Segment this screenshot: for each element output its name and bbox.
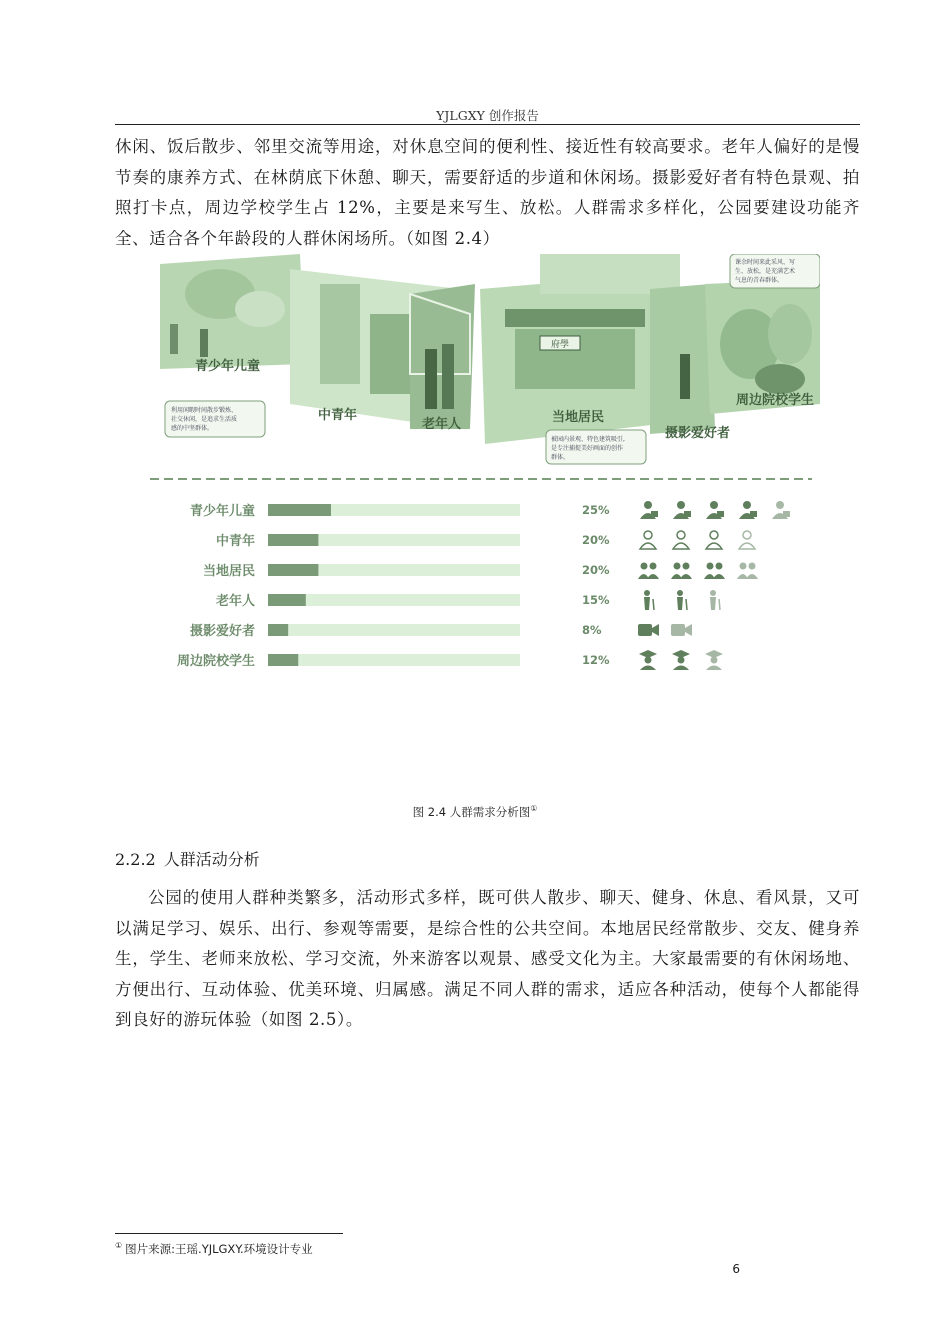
paragraph-bottom: 公园的使用人群种类繁多，活动形式多样，既可供人散步、聊天、健身、休息、看风景，又可以满足学习、娱乐、出行、参观等需要，是综合性的公共空间。本地居民经常散步、交友、健身养生，学生、老师来放松、学习交流，外来游客以观景、感受文化为主。大家最需要的有休闲场地、方便出行、互动体验、优美环境、归属感。满足不同人群的需求，适应各种活动，使每个人都能得到良好的游玩体验（如图 2.5）。: [115, 888, 860, 1029]
row-label: 当地居民: [202, 564, 255, 579]
percent-label: 20%: [582, 563, 610, 577]
graduate-cap-icon: [639, 650, 657, 670]
row-label: 中青年: [215, 534, 255, 549]
bar-track: [268, 624, 520, 636]
svg-text:社交休闲，是追求生活质: 社交休闲，是追求生活质: [171, 416, 238, 423]
label-nearby-students: 周边院校学生: [736, 393, 815, 408]
bar: [268, 504, 331, 516]
person-outline-icon: [640, 531, 656, 549]
note-top-right: [730, 254, 820, 288]
svg-text:利用闲暇时间散步锻炼、: 利用闲暇时间散步锻炼、: [171, 407, 238, 414]
page-header: YJLGXY 创作报告: [436, 108, 539, 123]
note-left: [165, 401, 265, 437]
percent-label: 12%: [582, 653, 610, 667]
two-people-icon: [704, 563, 725, 580]
graduate-cap-icon: [672, 650, 690, 670]
sign-text: 府學: [550, 340, 570, 350]
graduate-cap-icon: [705, 650, 723, 670]
svg-text:生、放松，是充满艺术: 生、放松，是充满艺术: [735, 268, 796, 275]
person-outline-icon: [739, 531, 755, 549]
paragraph-top: 休闲、饭后散步、邻里交流等用途，对休息空间的便利性、接近性有较高要求。老年人偏好的是慢节奏的康养方式、在林荫底下休憩、聊天，需要舒适的步道和休闲场。摄影爱好者有特色景观、拍照打卡点，周边学校学生占 12%，主要是来写生、放松。人群需求多样化，公园要建设功能齐全、适合各个年龄段的人群休闲场所。（如图 2.4）: [115, 137, 860, 248]
bar: [268, 654, 298, 666]
svg-text:感的中坚群体。: 感的中坚群体。: [171, 425, 214, 432]
label-local-residents: 当地居民: [552, 410, 605, 425]
svg-text:被园内景观、特色建筑吸引,: 被园内景观、特色建筑吸引,: [551, 436, 625, 443]
note-bottom: [546, 430, 646, 464]
person-reading-icon: [772, 501, 790, 519]
footnote-mark: ①: [115, 1241, 123, 1251]
row-label: 青少年儿童: [189, 504, 255, 519]
section-title: 人群活动分析: [163, 850, 260, 869]
row-label: 老年人: [215, 594, 255, 609]
header-rule: [115, 124, 860, 125]
person-reading-icon: [739, 501, 757, 519]
person-reading-icon: [673, 501, 691, 519]
bar: [268, 534, 318, 546]
two-people-icon: [671, 563, 692, 580]
crowd-bar-chart: [177, 501, 790, 670]
label-photographers: 摄影爱好者: [665, 426, 731, 441]
percent-label: 20%: [582, 533, 610, 547]
bar: [268, 624, 288, 636]
label-teen-children: 青少年儿童: [195, 359, 261, 374]
percent-label: 15%: [582, 593, 610, 607]
footnote: [115, 1241, 313, 1257]
bar: [268, 564, 318, 576]
two-people-icon: [737, 563, 758, 580]
svg-text:课余时间来此采风、写: 课余时间来此采风、写: [735, 259, 796, 266]
label-young-adult: 中青年: [318, 408, 358, 423]
footnote-text: 图片来源:王瑶.YJLGXY.环境设计专业: [125, 1242, 313, 1256]
bar-track: [268, 654, 520, 666]
elderly-cane-icon: [677, 590, 687, 610]
svg-text:群体。: 群体。: [551, 454, 570, 461]
elderly-cane-icon: [710, 590, 720, 610]
person-outline-icon: [706, 531, 722, 549]
caption-text: 图 2.4 人群需求分析图: [412, 805, 531, 819]
section-heading: [115, 847, 260, 870]
video-camera-icon: [638, 624, 659, 636]
elderly-cane-icon: [644, 590, 654, 610]
percent-label: 25%: [582, 503, 610, 517]
person-reading-icon: [706, 501, 724, 519]
footnote-rule: [115, 1233, 343, 1234]
bar: [268, 594, 306, 606]
row-label: 周边院校学生: [176, 654, 255, 669]
svg-text:是专注捕捉美好画面的创作: 是专注捕捉美好画面的创作: [551, 445, 624, 452]
svg-text:气息的青春群体。: 气息的青春群体。: [735, 277, 784, 284]
person-outline-icon: [673, 531, 689, 549]
label-elderly: 老年人: [422, 417, 462, 432]
video-camera-icon: [671, 624, 692, 636]
percent-label: 8%: [582, 623, 602, 637]
row-label: 摄影爱好者: [189, 624, 255, 639]
figure-caption: [0, 804, 950, 820]
person-reading-icon: [640, 501, 658, 519]
crowd-analysis-figure: [140, 254, 820, 684]
section-number: 2.2.2: [115, 850, 156, 869]
page-number: 6: [732, 1262, 740, 1276]
caption-mark: ①: [530, 804, 538, 814]
two-people-icon: [638, 563, 659, 580]
